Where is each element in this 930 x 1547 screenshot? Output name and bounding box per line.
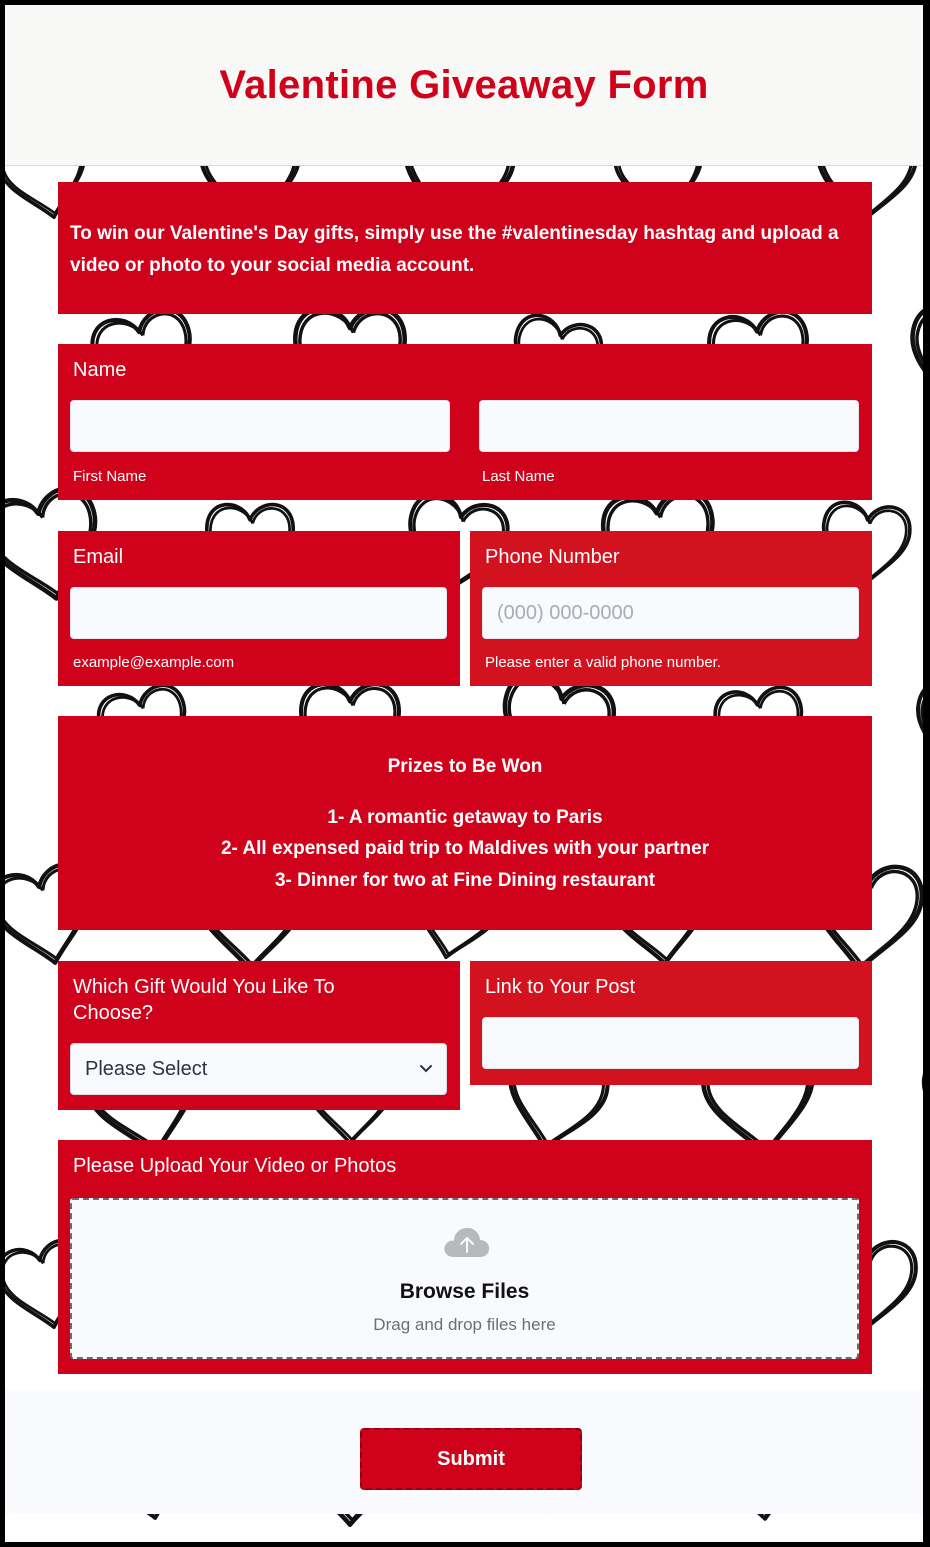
post-link-input[interactable] bbox=[482, 1017, 859, 1069]
post-link-label: Link to Your Post bbox=[485, 976, 636, 998]
form-header bbox=[5, 5, 923, 166]
gift-label-line1: Which Gift Would You Like To bbox=[73, 976, 335, 998]
chevron-down-icon bbox=[418, 1060, 434, 1076]
drag-drop-hint: Drag and drop files here bbox=[373, 1315, 556, 1334]
email-input[interactable] bbox=[70, 587, 447, 639]
name-label: Name bbox=[73, 359, 127, 381]
file-dropzone[interactable] bbox=[70, 1198, 859, 1359]
prizes-panel bbox=[58, 716, 872, 930]
gift-label-line2: Choose? bbox=[73, 1002, 154, 1024]
cloud-upload-icon bbox=[442, 1224, 492, 1260]
first-name-sublabel: First Name bbox=[73, 468, 147, 485]
phone-field-group bbox=[470, 531, 872, 686]
prizes-title: Prizes to Be Won bbox=[387, 756, 543, 777]
form-frame bbox=[5, 5, 923, 1542]
email-field-group bbox=[58, 531, 460, 686]
upload-field-group bbox=[58, 1140, 872, 1374]
prize-item: 3- Dinner for two at Fine Dining restaurant bbox=[274, 870, 656, 891]
phone-label: Phone Number bbox=[485, 546, 620, 568]
phone-sublabel: Please enter a valid phone number. bbox=[485, 654, 721, 671]
page-title: Valentine Giveaway Form bbox=[219, 62, 709, 107]
intro-banner bbox=[58, 182, 872, 314]
submit-button[interactable]: Submit bbox=[360, 1428, 582, 1490]
first-name-input[interactable] bbox=[70, 400, 450, 452]
last-name-input[interactable] bbox=[479, 400, 859, 452]
gift-select-value: Please Select bbox=[85, 1057, 208, 1080]
prize-item: 2- All expensed paid trip to Maldives with your partner bbox=[220, 838, 710, 859]
intro-text: To win our Valentine's Day gifts, simply use the #valentinesday hashtag and upload a video or photo to your social media account. bbox=[70, 223, 839, 276]
email-label: Email bbox=[73, 546, 124, 568]
gift-choice-group bbox=[58, 961, 460, 1110]
gift-select[interactable] bbox=[70, 1043, 447, 1095]
last-name-sublabel: Last Name bbox=[482, 468, 555, 485]
post-link-group bbox=[470, 961, 872, 1085]
browse-files-link[interactable]: Browse Files bbox=[399, 1280, 530, 1303]
email-sublabel: example@example.com bbox=[73, 654, 235, 671]
phone-input[interactable]: (000) 000-0000 bbox=[482, 587, 859, 639]
form-footer bbox=[5, 1390, 923, 1514]
prize-item: 1- A romantic getaway to Paris bbox=[327, 807, 603, 828]
upload-label: Please Upload Your Video or Photos bbox=[73, 1155, 397, 1177]
name-field-group bbox=[58, 344, 872, 500]
